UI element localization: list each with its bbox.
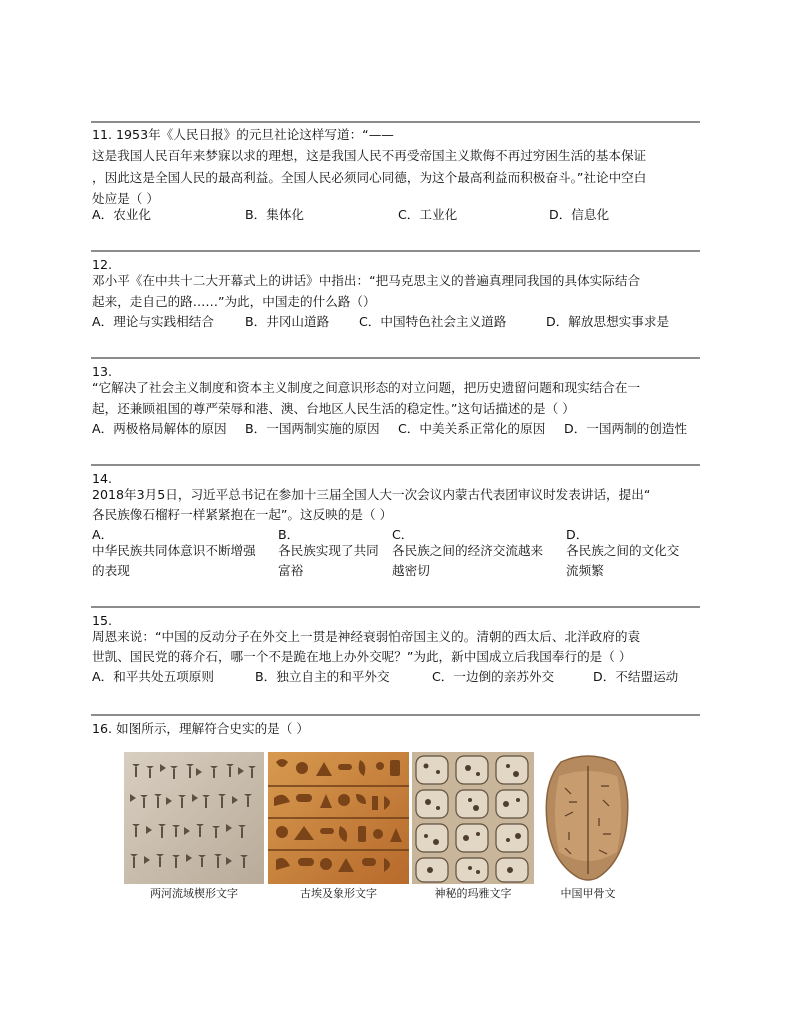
q14-option-c-text[interactable]: 越密切: [392, 563, 430, 578]
q15-option-a[interactable]: A．和平共处五项原则: [92, 669, 214, 684]
separator-rule: [91, 121, 700, 123]
q11-stem-line: 处应是（ ）: [92, 191, 159, 206]
q13-stem-line: 起，还兼顾祖国的尊严荣辱和港、澳、台地区人民生活的稳定性。”这句话描述的是（ ）: [92, 401, 575, 416]
q13-option-d[interactable]: D．一国两制的创造性: [564, 421, 688, 436]
q15-stem-line: 世凯、国民党的蒋介石，哪一个不是跪在地上办外交呢？”为此，新中国成立后我国奉行的是（ ）: [92, 649, 632, 664]
q12-option-c[interactable]: C．中国特色社会主义道路: [359, 314, 507, 329]
q15-option-d[interactable]: D．不结盟运动: [593, 669, 679, 684]
caption-cuneiform: 两河流域楔形文字: [150, 887, 238, 900]
q14-option-a-text[interactable]: 的表现: [92, 563, 130, 578]
separator-rule: [91, 606, 700, 608]
q14-option-c-letter[interactable]: C．: [392, 527, 414, 542]
q13-option-b[interactable]: B．一国两制实施的原因: [245, 421, 380, 436]
q14-option-b-text[interactable]: 各民族实现了共同: [278, 543, 379, 558]
q11-stem-head: 11. 1953年《人民日报》的元旦社论这样写道：“——: [92, 127, 394, 142]
q12-stem-line: 起来，走自己的路……”为此，中国走的什么路（）: [92, 294, 376, 309]
q12-option-b[interactable]: B．井冈山道路: [245, 314, 330, 329]
q14-stem-line: 2018年3月5日，习近平总书记在参加十三届全国人大一次会议内蒙古代表团审议时发表讲话，提出“: [92, 487, 651, 502]
q13-number: 13.: [92, 364, 113, 379]
q14-option-a-text[interactable]: 中华民族共同体意识不断增强: [92, 543, 256, 558]
q16-stem: 16. 如图所示，理解符合史实的是（ ）: [92, 721, 309, 736]
q14-number: 14.: [92, 471, 113, 486]
hieroglyph-image: [268, 752, 409, 888]
q11-option-a[interactable]: A．农业化: [92, 207, 151, 222]
q14-option-d-text[interactable]: 流频繁: [566, 563, 604, 578]
caption-maya: 神秘的玛雅文字: [434, 887, 512, 900]
separator-rule: [91, 464, 700, 466]
separator-rule: [91, 357, 700, 359]
q14-option-d-text[interactable]: 各民族之间的文化交: [566, 543, 680, 558]
q13-option-a[interactable]: A．两极格局解体的原因: [92, 421, 227, 436]
maya-glyph-image: [412, 752, 534, 888]
separator-rule: [91, 714, 700, 716]
q15-option-c[interactable]: C．一边倒的亲苏外交: [432, 669, 555, 684]
q11-option-b[interactable]: B．集体化: [245, 207, 305, 222]
oracle-bone-image: [539, 752, 637, 888]
q14-option-d-letter[interactable]: D．: [566, 527, 589, 542]
q11-stem-line: ，因此这是全国人民的最高利益。全国人民必须同心同德，为这个最高利益而积极奋斗。”社论中空白: [92, 170, 647, 185]
q12-number: 12.: [92, 257, 113, 272]
q11-option-c[interactable]: C．工业化: [398, 207, 458, 222]
q11-stem-line: 这是我国人民百年来梦寐以求的理想，这是我国人民不再受帝国主义欺侮不再过穷困生活的基本保证: [92, 148, 647, 163]
cuneiform-image: [124, 752, 264, 888]
q13-stem-line: “它解决了社会主义制度和资本主义制度之间意识形态的对立问题，把历史遗留问题和现实结合在一: [92, 380, 641, 395]
q12-option-a[interactable]: A．理论与实践相结合: [92, 314, 214, 329]
caption-hieroglyph: 古埃及象形文字: [300, 887, 377, 900]
q15-number: 15.: [92, 613, 113, 628]
q13-option-c[interactable]: C．中美关系正常化的原因: [398, 421, 546, 436]
q14-option-b-text[interactable]: 富裕: [278, 563, 304, 578]
separator-rule: [91, 250, 700, 252]
q14-option-a-letter[interactable]: A．: [92, 527, 114, 542]
q15-option-b[interactable]: B．独立自主的和平外交: [255, 669, 390, 684]
caption-oracle-bone: 中国甲骨文: [560, 887, 616, 900]
q14-option-b-letter[interactable]: B．: [278, 527, 300, 542]
q11-option-d[interactable]: D．信息化: [549, 207, 610, 222]
q14-stem-line: 各民族像石榴籽一样紧紧抱在一起”。这反映的是（ ）: [92, 507, 393, 522]
q12-stem-line: 邓小平《在中共十二大开幕式上的讲话》中指出：“把马克思主义的普遍真理同我国的具体实际结合: [92, 273, 641, 288]
q15-stem-line: 周恩来说：“中国的反动分子在外交上一贯是神经衰弱怕帝国主义的。清朝的西太后、北洋政府的袁: [92, 629, 641, 644]
q12-option-d[interactable]: D．解放思想实事求是: [546, 314, 670, 329]
q14-option-c-text[interactable]: 各民族之间的经济交流越来: [392, 543, 544, 558]
